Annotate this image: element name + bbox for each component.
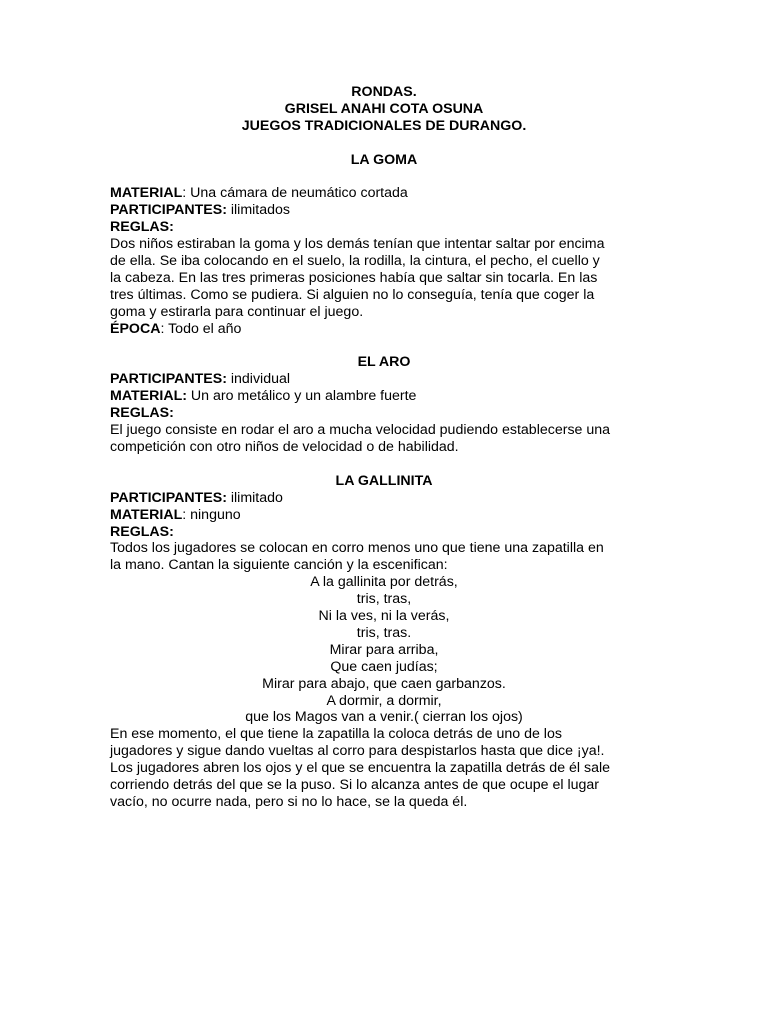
aro-material-value: Un aro metálico y un alambre fuerte bbox=[186, 388, 417, 405]
gallinita-participantes-label: PARTICIPANTES: bbox=[110, 489, 227, 506]
goma-material bbox=[110, 185, 658, 202]
section-title-aro: EL ARO bbox=[357, 354, 411, 371]
gallinita-intro-line: Todos los jugadores se colocan en corro menos uno que tiene una zapatilla en bbox=[110, 540, 604, 557]
song-line: tris, tras, bbox=[356, 591, 412, 608]
gallinita-participantes bbox=[110, 490, 658, 507]
goma-reglas-line: la cabeza. En las tres primeras posiciones había que saltar sin tocarla. En las bbox=[110, 269, 598, 286]
goma-reglas-line: de ella. Se iba colocando en el suelo, la rodilla, la cintura, el pecho, el cuello y bbox=[110, 253, 600, 270]
header-author: GRISEL ANAHI COTA OSUNA bbox=[284, 100, 484, 117]
song-line: Mirar para abajo, que caen garbanzos. bbox=[262, 675, 506, 692]
goma-epoca-label: ÉPOCA bbox=[110, 320, 161, 337]
gallinita-reglas-label: REGLAS: bbox=[110, 523, 174, 540]
goma-epoca bbox=[110, 321, 658, 338]
header-rondas: RONDAS. bbox=[351, 84, 417, 100]
goma-epoca-value: : Todo el año bbox=[160, 320, 242, 337]
aro-participantes-label: PARTICIPANTES: bbox=[110, 371, 227, 388]
gallinita-participantes-value: ilimitado bbox=[226, 489, 283, 506]
aro-material-label: MATERIAL: bbox=[110, 388, 187, 405]
gallinita-material bbox=[110, 507, 658, 524]
gallinita-outro-line: jugadores y sigue dando vueltas al corro para despistarlos hasta que dice ¡ya!. bbox=[110, 743, 605, 760]
goma-participantes-label: PARTICIPANTES: bbox=[110, 202, 227, 219]
gallinita-intro-line: la mano. Cantan la siguiente canción y la escenifican: bbox=[110, 557, 448, 574]
section-title-goma: LA GOMA bbox=[350, 151, 418, 168]
song-line: Mirar para arriba, bbox=[329, 641, 439, 658]
goma-reglas-line: goma y estirarla para continuar el juego. bbox=[110, 303, 364, 320]
aro-reglas-line: El juego consiste en rodar el aro a mucha velocidad pudiendo establecerse una bbox=[110, 422, 611, 439]
gallinita-outro-line: corriendo detrás del que se la puso. Si lo alcanza antes de que ocupe el lugar bbox=[110, 777, 600, 794]
goma-reglas-line: tres últimas. Como se pudiera. Si alguien no lo conseguía, tenía que coger la bbox=[110, 286, 595, 303]
aro-participantes bbox=[110, 371, 658, 388]
goma-participantes-value: ilimitados bbox=[226, 202, 290, 219]
section-title-gallinita: LA GALLINITA bbox=[335, 472, 433, 489]
goma-material-value: : Una cámara de neumático cortada bbox=[182, 185, 408, 202]
song-line: tris, tras. bbox=[356, 624, 412, 641]
aro-material bbox=[110, 388, 658, 405]
goma-reglas-label: REGLAS: bbox=[110, 219, 174, 236]
header-subtitle: JUEGOS TRADICIONALES DE DURANGO. bbox=[241, 117, 527, 134]
song-line: Ni la ves, ni la verás, bbox=[318, 608, 450, 625]
document-content bbox=[110, 84, 658, 811]
goma-reglas-line: Dos niños estiraban la goma y los demás tenían que intentar saltar por encima bbox=[110, 236, 605, 253]
song-line: Que caen judías; bbox=[330, 658, 438, 675]
aro-participantes-value: individual bbox=[226, 371, 291, 388]
song-line: que los Magos van a venir.( cierran los ojos) bbox=[245, 709, 523, 726]
gallinita-material-label: MATERIAL bbox=[110, 506, 183, 523]
song-line: A dormir, a dormir, bbox=[326, 692, 442, 709]
song-line: A la gallinita por detrás, bbox=[310, 574, 458, 591]
aro-reglas-line: competición con otro niños de velocidad o de habilidad. bbox=[110, 438, 459, 455]
aro-reglas-label: REGLAS: bbox=[110, 405, 174, 422]
gallinita-outro-line: En ese momento, el que tiene la zapatilla la coloca detrás de uno de los bbox=[110, 726, 562, 743]
goma-participantes bbox=[110, 202, 658, 219]
gallinita-material-value: : ninguno bbox=[182, 506, 241, 523]
gallinita-outro-line: Los jugadores abren los ojos y el que se encuentra la zapatilla detrás de él sale bbox=[110, 760, 611, 777]
goma-material-label: MATERIAL bbox=[110, 185, 183, 202]
gallinita-outro-line: vacío, no ocurre nada, pero si no lo hace, se la queda él. bbox=[110, 794, 468, 810]
